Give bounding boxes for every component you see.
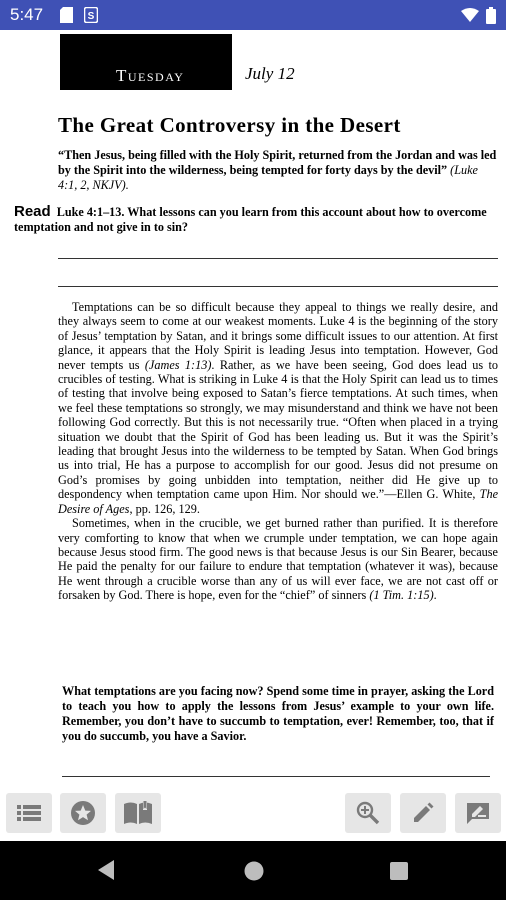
- book-icon: [123, 801, 153, 825]
- memory-quote: “Then Jesus, being filled with the Holy Spirit, returned from the Jordan and was led by the Spirit into the wilderness, being tempted for forty days by the devil”: [58, 148, 497, 177]
- reading-button[interactable]: [115, 793, 161, 833]
- book-title: The Desire of Ages: [58, 487, 499, 516]
- day-header: [60, 34, 232, 90]
- navigation-bar: [0, 841, 506, 900]
- read-label: Read: [14, 203, 51, 220]
- memory-reference: (Luke 4:1, 2, NKJV).: [58, 163, 478, 192]
- lesson-title: The Great Controversy in the Desert: [58, 113, 401, 137]
- back-icon[interactable]: [96, 859, 116, 881]
- recents-icon[interactable]: [390, 862, 408, 880]
- answer-line[interactable]: [58, 286, 498, 287]
- scripture-reference[interactable]: (James 1:13): [144, 357, 212, 372]
- pencil-icon: [411, 801, 435, 825]
- answer-line[interactable]: [58, 258, 498, 259]
- zoom-button[interactable]: [345, 793, 391, 833]
- scripture-reference[interactable]: (1 Tim. 1:15): [369, 588, 434, 603]
- paragraph: Temptations can be so difficult because they appeal to things we really desire, and they always seem to come at our weakest moments. Luke 4 is the beginning of the story of Jesus’ temptation by Satan, and it brings some difficult issues to our attention. At first glance, it appears that the Holy Spirit is leading Jesus into temptation. However, God never tempts us (James 1:13). Rather, as we have been seeing, God does lead us to crucibles of testing. What is striking in Luke 4 is that the Holy Spirit can lead us to times of testing that involve being exposed to Satan’s fierce temptations. At such times, when we feel these temptations so strongly, we may misunderstand and think we have not been following God correctly. But this is not necessarily true. “Often when placed in a trying situation we doubt that the Spirit of God has been leading us. But it was the Spirit’s leading that brought Jesus into the wilderness to be tempted by Satan. When God brings us into trial, He has a purpose to accomplish for our good. Jesus did not presume on God’s promises by going unbidden into temptation, neither did He give up to despondency when temptation came upon Him. Nor should we.”—Ellen G. White, The Desire of Ages, pp. 126, 129.: [58, 300, 499, 516]
- sd-card-icon: [60, 7, 73, 23]
- zoom-in-icon: [356, 801, 380, 825]
- comment-icon: [465, 801, 491, 825]
- lesson-body: [58, 300, 498, 603]
- contents-button[interactable]: [6, 793, 52, 833]
- battery-icon: [486, 7, 496, 24]
- wifi-icon: [461, 8, 479, 22]
- edit-button[interactable]: [400, 793, 446, 833]
- read-question: [14, 204, 498, 235]
- svg-text:S: S: [87, 11, 95, 22]
- lesson-page: [0, 30, 506, 790]
- read-text: Luke 4:1–13. What lessons can you learn from this account about how to overcome temptation and not give in to sin?: [14, 205, 487, 234]
- list-icon: [17, 803, 41, 823]
- day-label: Tuesday: [116, 66, 185, 85]
- lesson-date: July 12: [245, 64, 295, 83]
- memory-text: [58, 148, 498, 193]
- star-icon: [70, 800, 96, 826]
- status-time: 5:47: [10, 5, 44, 24]
- home-icon[interactable]: [244, 861, 264, 881]
- favorites-button[interactable]: [60, 793, 106, 833]
- sync-icon: [84, 7, 98, 23]
- comment-button[interactable]: [455, 793, 501, 833]
- paragraph: Sometimes, when in the crucible, we get burned rather than purified. It is therefore very comforting to know that when we crumple under temptation, we can hope again because Jesus stood firm. The good news is that because Jesus is our Sin Bearer, because He paid the penalty for our failure to endure that temptation (whatever it was), because He went through a crucible worse than any of us will ever face, we are not cast off or forsaken by God. There is hope, even for the “chief” of sinners (1 Tim. 1:15).: [58, 516, 498, 603]
- answer-line[interactable]: [62, 776, 490, 777]
- status-bar: [0, 0, 506, 30]
- application-question: What temptations are you facing now? Spend some time in prayer, asking the Lord to teach you how to apply the lessons from Jesus’ example to your own life. Remember, you don’t have to succumb to temptation, ever! Remember, too, that if you do succumb, you have a Savior.: [62, 684, 494, 743]
